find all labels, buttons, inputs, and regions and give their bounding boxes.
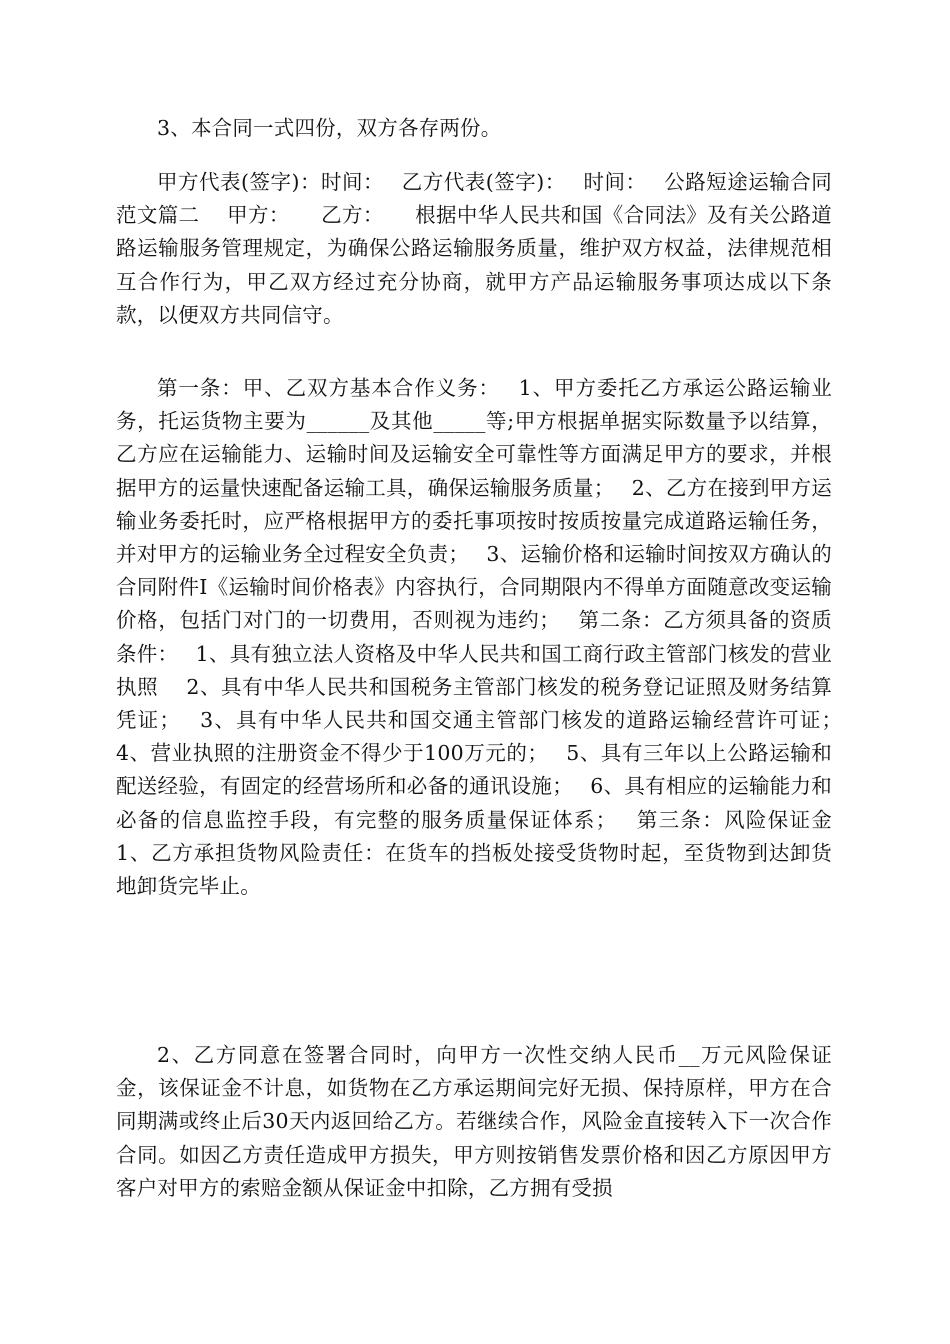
paragraph-obligations-and-qualifications: 第一条：甲、乙双方基本合作义务： 1、甲方委托乙方承运公路运输业务，托运货物主要为______及其他_____等;甲方根据单据实际数量予以结算，乙方应在运输能力、运输时间及运输安全可靠性等方面满足甲方的要求，并根据甲方的运量快速配备运输工具，确保运输服务质量； 2、乙方在接到甲方运输业务委托时，应严格根据甲方的委托事项按时按质按量完成道路运输任务，并对甲方的运输业务全过程安全负责； 3、运输价格和运输时间按双方确认的合同附件Ⅰ《运输时间价格表》内容执行，合同期限内不得单方面随意改变运输价格，包括门对门的一切费用，否则视为违约； 第二条：乙方须具备的资质条件： 1、具有独立法人资格及中华人民共和国工商行政主管部门核发的营业执照 2、具有中华人民共和国税务主管部门核发的税务登记证照及财务结算凭证； 3、具有中华人民共和国交通主管部门核发的道路运输经营许可证； 4、营业执照的注册资金不得少于100万元的； 5、具有三年以上公路运输和配送经验，有固定的经营场所和必备的通讯设施； 6、具有相应的运输能力和必备的信息监控手段，有完整的服务质量保证体系； 第三条：风险保证金 1、乙方承担货物风险责任：在货车的挡板处接受货物时起，至货物到达卸货地卸货完毕止。 bbox=[116, 376, 860, 899]
paragraph-copies-clause: 3、本合同一式四份，双方各存两份。 bbox=[157, 116, 502, 140]
paragraph-risk-deposit: 2、乙方同意在签署合同时，向甲方一次性交纳人民币__万元风险保证金，该保证金不计息，如货物在乙方承运期间完好无损、保持原样，甲方在合同期满或终止后30天内返回给乙方。若继续合作，风险金直接转入下一次合作合同。如因乙方责任造成甲方损失，甲方则按销售发票价格和因乙方原因甲方客户对甲方的索赔金额从保证金中扣除，乙方拥有受损 bbox=[116, 1043, 832, 1200]
paragraph-signatures-and-preamble: 甲方代表(签字)：时间： 乙方代表(签字)： 时间： 公路短途运输合同范文篇二 甲方： 乙方： 根据中华人民共和国《合同法》及有关公路道路运输服务管理规定，为确保公路运输服务质量，维护双方权益，法律规范相互合作行为，甲乙双方经过充分协商，就甲方产品运输服务事项达成以下条款，以便双方共同信守。 bbox=[116, 170, 832, 327]
